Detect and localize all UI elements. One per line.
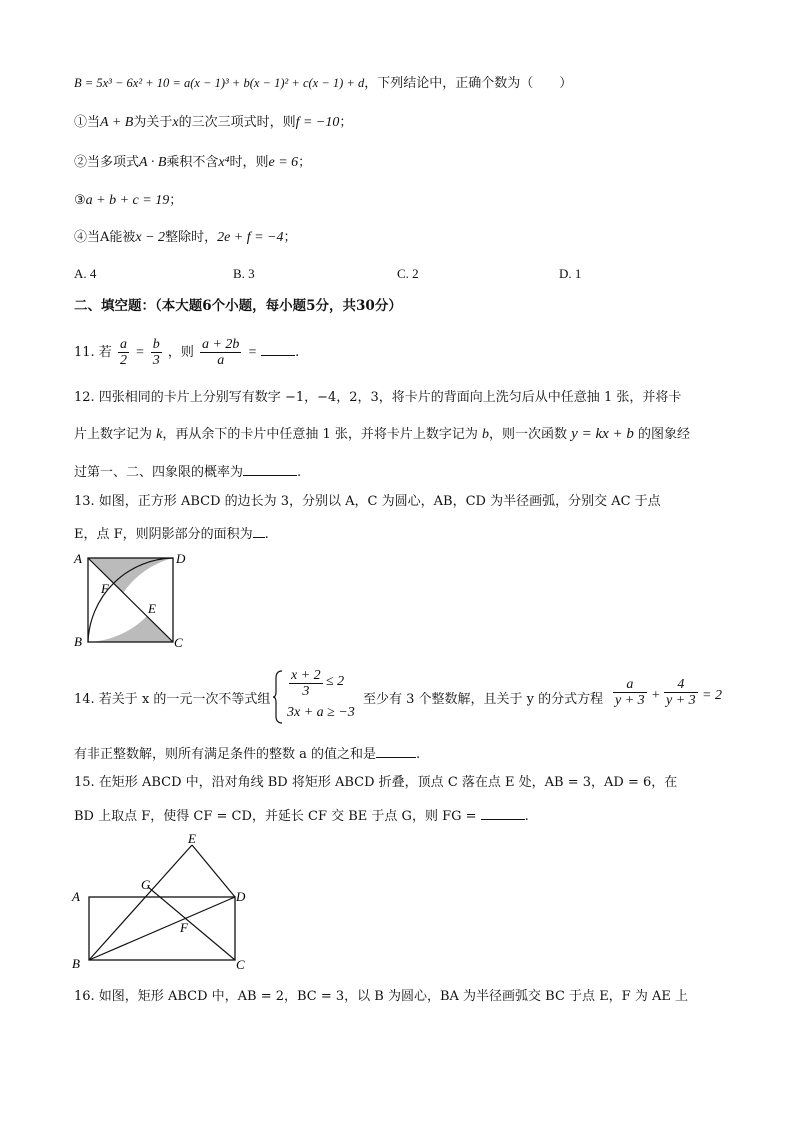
fraction-numerator: x + 2 <box>291 668 321 683</box>
q10-item-text: 的三次三项式时，则 <box>178 115 296 130</box>
q10-item-text: ； <box>298 155 312 170</box>
q12-linear-function: y = kx + b <box>571 426 634 442</box>
q13-end: . <box>264 527 269 542</box>
fraction-denominator: 3 <box>289 683 323 699</box>
fraction-numerator: 4 <box>677 677 685 692</box>
section-title: 二、填空题：（本大题6个小题，每小题5分，共30分） <box>74 298 402 314</box>
q12-line-1: 12. 四张相同的卡片上分别写有数字 −1，−4，2，3，将卡片的背面向上洗匀后从中任意抽 1 张，并将卡 <box>74 390 682 405</box>
q12-text: ，再从余下的卡片中任意抽 1 张，并将卡片上数字记为 <box>162 427 483 442</box>
q14-fraction-b <box>664 677 698 708</box>
q16-line-1: 16. 如图，矩形 ABCD 中，AB = 2，BC = 3，以 B 为圆心，BA 为半径画弧交 BC 于点 E，F 为 AE 上 <box>74 989 688 1004</box>
answer-blank[interactable] <box>481 805 525 820</box>
q12-line-2 <box>74 424 690 445</box>
label-g: G <box>141 877 151 892</box>
label-f: F <box>180 920 188 935</box>
q12-text: ，则一次函数 <box>489 427 572 442</box>
q10-item-text: 时，则 <box>229 155 269 170</box>
q11-fraction-a-over-2 <box>118 337 129 368</box>
q14-fraction-a <box>613 677 647 708</box>
equals-sign: = <box>247 345 258 360</box>
q10-option-a: A. 4 <box>74 266 97 281</box>
label-b: B <box>72 956 80 971</box>
q10-item-text: 整除时， <box>165 230 218 245</box>
q14-rhs: = 2 <box>702 688 722 703</box>
fraction-numerator: a <box>119 337 127 352</box>
fraction-denominator: a <box>200 352 241 368</box>
q12-text: 的图象经 <box>633 427 691 442</box>
q10-intro-line <box>74 73 572 94</box>
diagonal-bd <box>89 897 235 960</box>
label-c: C <box>174 635 183 650</box>
fraction-numerator: b <box>152 337 160 352</box>
q14-end: . <box>416 747 421 762</box>
q10-item-text: 乘积不含 <box>166 155 219 170</box>
q14-line-2 <box>74 743 420 765</box>
fraction-numerator: a + 2b <box>201 337 240 352</box>
q10-item-4 <box>74 228 297 248</box>
answer-blank[interactable] <box>261 341 295 356</box>
q10-item-text: ②当多项式 <box>74 155 140 170</box>
q10-item-text: ③ <box>74 193 86 208</box>
label-f: F <box>101 581 109 596</box>
q14-ineq1-relation: ≤ 2 <box>326 674 345 689</box>
label-d: D <box>176 551 186 566</box>
q10-item-math: f = −10 <box>295 115 340 130</box>
answer-blank[interactable] <box>376 743 416 758</box>
q13-line-2 <box>74 523 269 545</box>
q15-line-1: 15. 在矩形 ABCD 中，沿对角线 BD 将矩形 ABCD 折叠，顶点 C 落在点 E 处，AB = 3，AD = 6，在 <box>74 775 678 790</box>
q11-fraction-target <box>200 337 241 368</box>
q10-item-text: ； <box>169 193 183 208</box>
q14-text: 至少有 3 个整数解，且关于 y 的分式方程 <box>363 692 604 707</box>
q12-text: 过第一、二、四象限的概率为 <box>74 465 244 480</box>
q10-item-3 <box>74 191 182 211</box>
q10-item-math: x⁴ <box>218 155 230 170</box>
q14-text: 有非正整数解，则所有满足条件的整数 a 的值之和是 <box>74 747 377 762</box>
q11-fraction-b-over-3 <box>151 337 162 368</box>
q10-option-d: D. 1 <box>559 266 582 281</box>
fraction-denominator: 3 <box>152 353 160 368</box>
q10-item-text: ①当 <box>74 115 101 130</box>
q13-square-figure <box>70 548 190 654</box>
q13-text: E，点 F，则阴影部分的面积为 <box>74 527 253 542</box>
label-b: B <box>74 634 82 649</box>
q11-prefix: 11. 若 <box>74 345 112 360</box>
q10-item-math: e = 6 <box>268 155 299 170</box>
q12-end: . <box>297 465 302 480</box>
q10-item-1 <box>74 113 352 133</box>
label-e: E <box>148 601 156 616</box>
q10-expression: B = 5x³ − 6x² + 10 = a(x − 1)³ + b(x − 1)² + c(x − 1) + d <box>74 76 365 90</box>
q15-rectangle-figure <box>68 830 258 975</box>
q14-ineq1-fraction <box>289 668 323 699</box>
q10-item-text: 为关于 <box>133 115 173 130</box>
fraction-denominator: 2 <box>119 353 127 368</box>
q14-text: 14. 若关于 x 的一元一次不等式组 <box>74 692 271 707</box>
label-e: E <box>188 831 196 846</box>
label-c: C <box>236 957 245 972</box>
q10-item-2 <box>74 153 311 173</box>
segment-cg <box>148 887 235 960</box>
fraction-denominator: y + 3 <box>615 693 645 708</box>
q10-item-math: x − 2 <box>135 230 166 245</box>
q11-text: ，则 <box>167 345 194 360</box>
q15-line-2 <box>74 805 529 827</box>
equals-sign: = <box>135 345 145 360</box>
q10-option-c: C. 2 <box>397 266 419 281</box>
brace-icon <box>272 670 284 724</box>
fraction-denominator: y + 3 <box>666 693 696 708</box>
label-d: D <box>236 889 246 904</box>
answer-blank[interactable] <box>253 523 265 538</box>
segment-ed <box>192 845 235 897</box>
q10-item-math: x <box>172 115 179 130</box>
q15-text: BD 上取点 F，使得 CF = CD，并延长 CF 交 BE 于点 G，则 FG = <box>74 809 477 824</box>
q15-end: . <box>524 809 529 824</box>
q11-line <box>74 334 299 372</box>
q13-line-1: 13. 如图，正方形 ABCD 的边长为 3，分别以 A，C 为圆心，AB，CD 为半径画弧，分别交 AC 于点 <box>74 494 661 509</box>
q10-option-b: B. 3 <box>233 266 255 281</box>
plus-sign: + <box>651 688 661 703</box>
q12-var-k: k <box>156 427 163 442</box>
q10-item-text: ； <box>339 115 353 130</box>
q12-line-3 <box>74 461 301 483</box>
q12-var-b: b <box>482 427 490 442</box>
q10-item-math: 2e + f = −4 <box>217 230 284 245</box>
q10-item-text: ； <box>283 230 297 245</box>
q10-item-math: a + b + c = 19 <box>85 193 170 208</box>
fraction-numerator: a <box>626 677 634 692</box>
label-a: A <box>72 889 80 904</box>
answer-blank[interactable] <box>243 461 297 476</box>
segment-be <box>89 845 192 960</box>
label-a: A <box>74 551 82 566</box>
q10-question-text: ，下列结论中，正确个数为（ ） <box>364 76 573 91</box>
q10-item-text: ④当A能被 <box>74 230 136 245</box>
q11-end: . <box>295 345 300 360</box>
q14-ineq2: 3x + a ≥ −3 <box>287 705 355 720</box>
q10-item-math: A · B <box>139 155 167 170</box>
q10-item-math: A + B <box>100 115 134 130</box>
q12-text: 片上数字记为 <box>74 427 157 442</box>
